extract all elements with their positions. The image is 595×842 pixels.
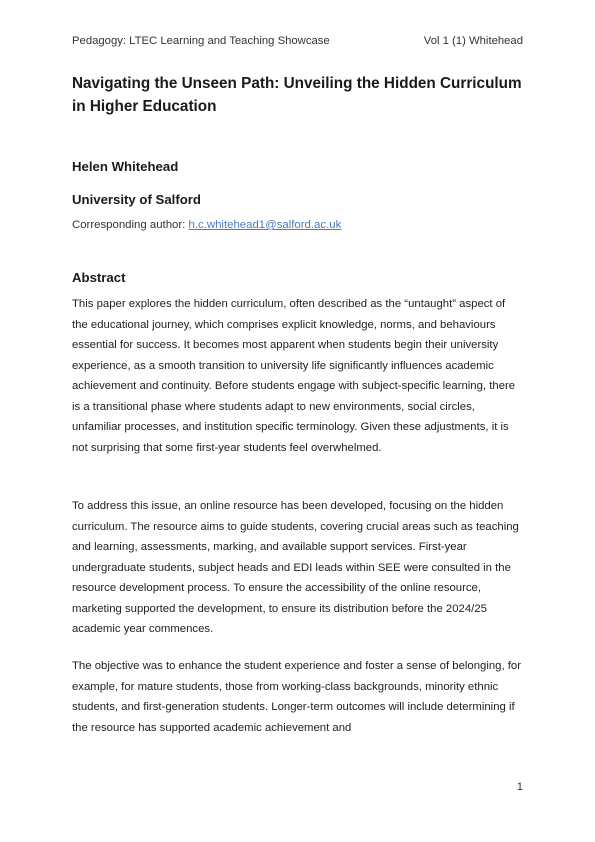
- paper-title: Navigating the Unseen Path: Unveiling the Hidden Curriculum in Higher Education: [72, 75, 522, 115]
- corresponding-author: [72, 219, 341, 231]
- running-header-volume: Vol 1 (1) Whitehead: [423, 35, 523, 47]
- page-number: 1: [516, 781, 523, 793]
- author-name: Helen Whitehead: [72, 159, 179, 174]
- abstract-paragraph: This paper explores the hidden curriculum, often described as the “untaught” aspect of the educational journey, which comprises explicit knowledge, norms, and behaviours essential for success. It becomes most apparent when students begin their university experience, as a smooth transition to university life significantly influences academic achievement and continuity. Before students engage with subject-specific learning, there is a transitional phase where students adapt to new environments, social circles, unfamiliar processes, and institution specific terminology. Given these adjustments, it is not surprising that some first-year students feel overwhelmed.: [72, 298, 516, 454]
- author-affiliation: University of Salford: [72, 192, 201, 207]
- corresponding-author-email-link[interactable]: h.c.whitehead1@salford.ac.uk: [188, 219, 342, 231]
- abstract-heading: Abstract: [72, 270, 126, 285]
- running-header-journal: Pedagogy: LTEC Learning and Teaching Showcase: [72, 35, 330, 47]
- abstract-paragraph: To address this issue, an online resource has been developed, focusing on the hidden curriculum. The resource aims to guide students, covering crucial areas such as teaching and learning, assessments, marking, and available support services. First-year undergraduate students, subject heads and EDI leads within SEE were consulted in the resource development process. To ensure the accessibility of the online resource, marketing supported the development, to ensure its distribution before the 2024/25 academic year commences.: [72, 500, 519, 636]
- abstract-paragraph: The objective was to enhance the student experience and foster a sense of belonging, for example, for mature students, those from working-class backgrounds, minority ethnic students, and first-generation students. Longer-term outcomes will include determining if the resource has supported academic achievement and: [72, 660, 522, 734]
- corresponding-author-label: Corresponding author:: [72, 219, 189, 231]
